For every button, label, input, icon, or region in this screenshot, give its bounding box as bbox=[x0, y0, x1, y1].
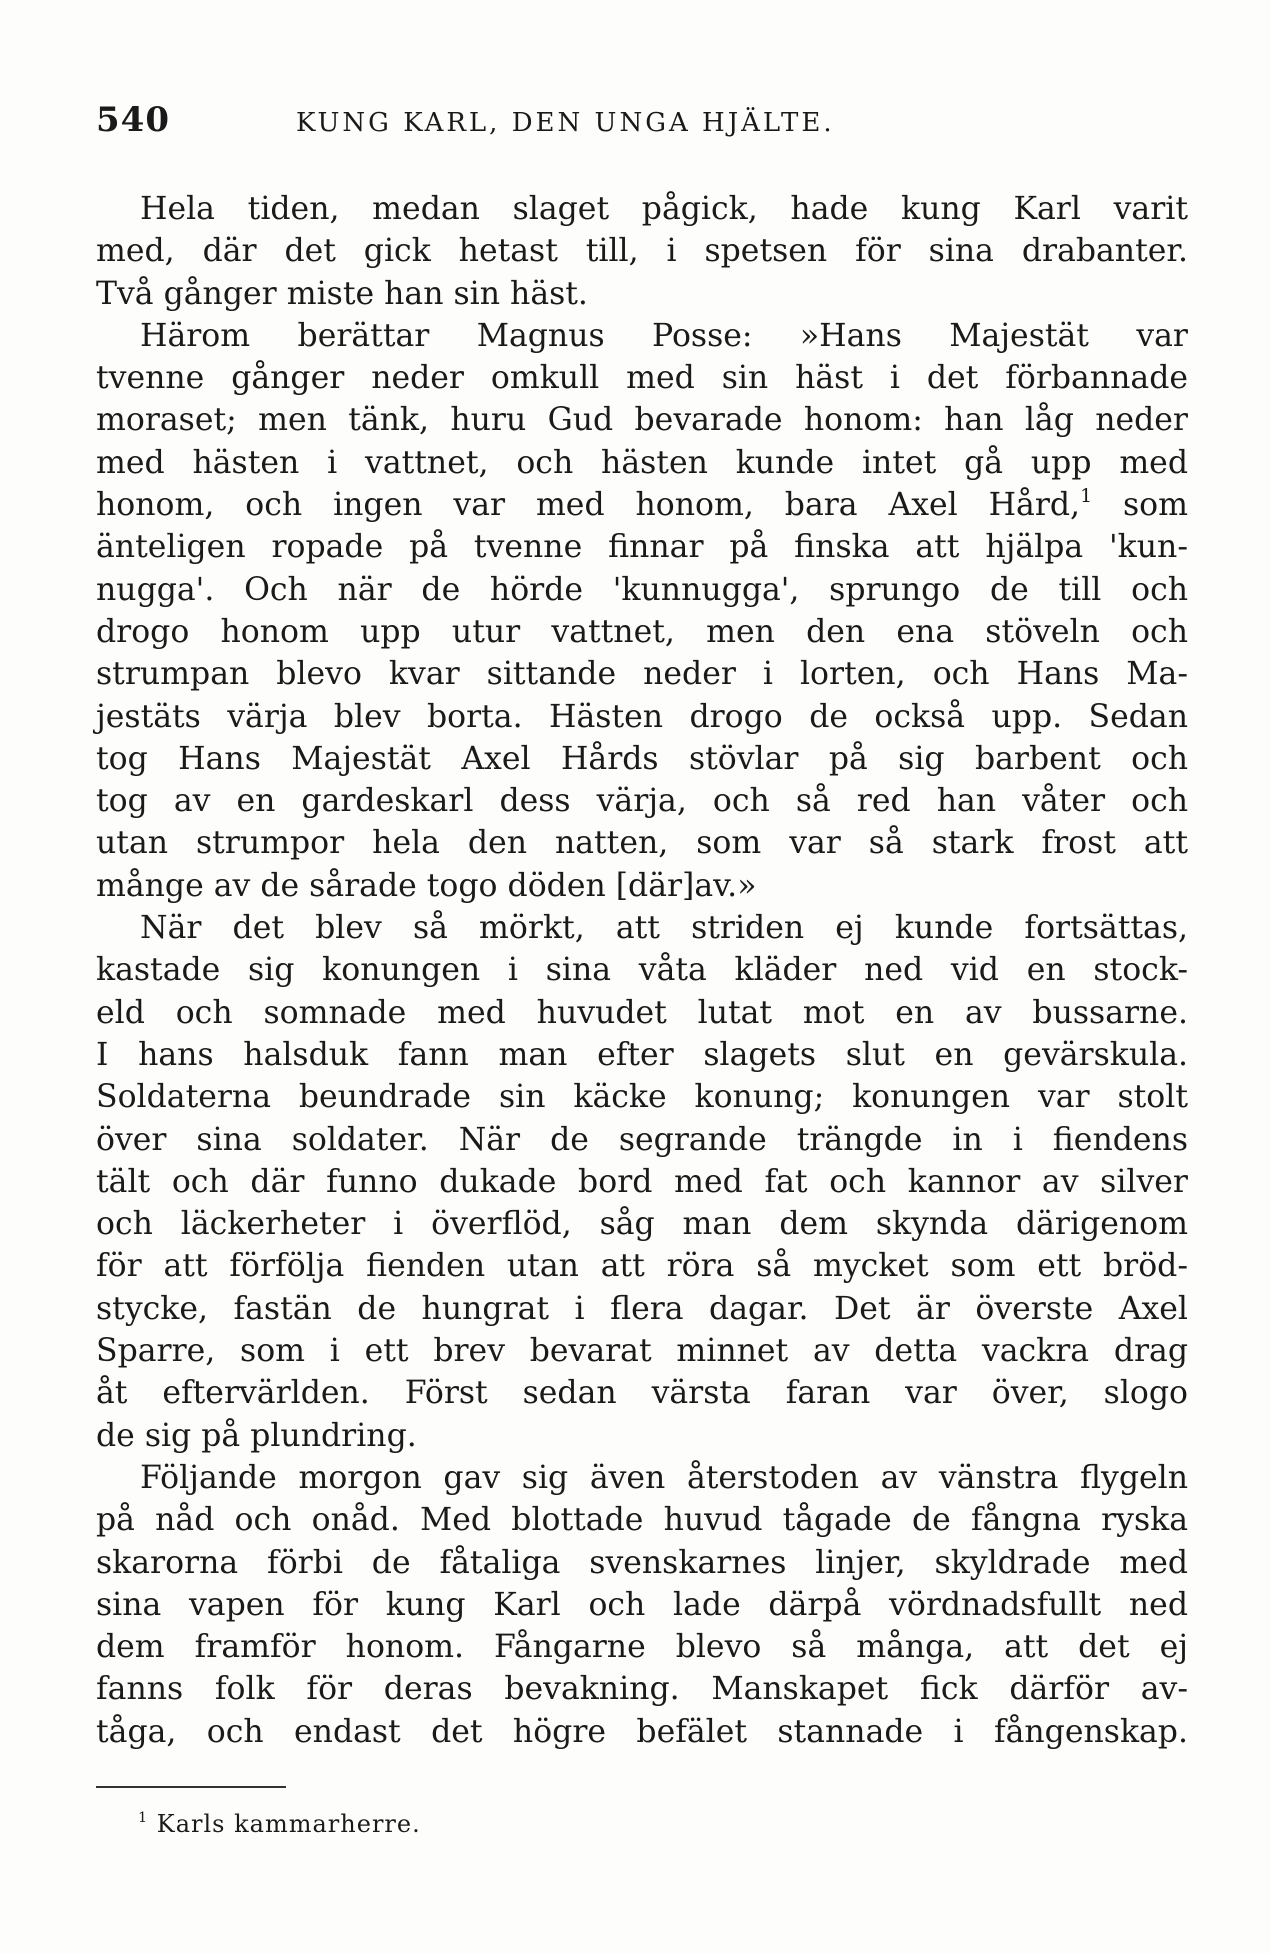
text-line: kastade sig konungen i sina våta kläder ned vid en stock- bbox=[96, 952, 1188, 989]
text-line: Två gånger miste han sin häst. bbox=[96, 275, 588, 312]
text-line: på nåd och onåd. Med blottade huvud tågade de fångna ryska bbox=[96, 1502, 1188, 1539]
text-line: sina vapen för kung Karl och lade därpå vördnadsfullt ned bbox=[96, 1586, 1188, 1623]
footnote-marker: 1 bbox=[1080, 484, 1093, 507]
text-line: Följande morgon gav sig även återstoden av vänstra flygeln bbox=[140, 1459, 1188, 1496]
text-line: stycke, fastän de hungrat i flera dagar. Det är överste Axel bbox=[96, 1290, 1188, 1327]
text-line: med hästen i vattnet, och hästen kunde intet gå upp med bbox=[96, 444, 1188, 481]
text-line: Soldaterna beundrade sin käcke konung; konungen var stolt bbox=[96, 1079, 1188, 1116]
text-line: jestäts värja blev borta. Hästen drogo de också upp. Sedan bbox=[96, 698, 1188, 735]
text-line: tog Hans Majestät Axel Hårds stövlar på sig barbent och bbox=[96, 740, 1188, 777]
text-line: I hans halsduk fann man efter slagets slut en gevärskula. bbox=[96, 1036, 1188, 1073]
text-line: med, där det gick hetast till, i spetsen för sina drabanter. bbox=[96, 233, 1188, 270]
text-line: över sina soldater. När de segrande trängde in i fiendens bbox=[96, 1121, 1188, 1158]
footnote-marker: 1 bbox=[138, 1809, 149, 1826]
text-line: eld och somnade med huvudet lutat mot en av bussarne. bbox=[96, 994, 1188, 1031]
footnote-rule bbox=[96, 1786, 286, 1788]
text-line: änteligen ropade på tvenne finnar på finska att hjälpa 'kun- bbox=[96, 529, 1188, 566]
text-line-with-footnote bbox=[96, 484, 1188, 526]
text-segment: som bbox=[1092, 487, 1189, 524]
footnote-text: Karls kammarherre. bbox=[156, 1810, 421, 1838]
text-line: tält och där funno dukade bord med fat och kannor av silver bbox=[96, 1163, 1188, 1200]
paragraph bbox=[96, 188, 1188, 315]
text-segment: honom, och ingen var med honom, bara Axel Hård, bbox=[96, 487, 1081, 524]
running-head bbox=[96, 100, 1186, 150]
text-line: och läckerheter i överflöd, såg man dem skynda därigenom bbox=[96, 1206, 1188, 1243]
text-line: moraset; men tänk, huru Gud bevarade honom: han låg neder bbox=[96, 402, 1188, 439]
text-line: strumpan blevo kvar sittande neder i lorten, och Hans Ma- bbox=[96, 656, 1188, 693]
page-number: 540 bbox=[96, 100, 170, 140]
text-line: Härom berättar Magnus Posse: »Hans Majestät var bbox=[140, 317, 1188, 354]
text-line: åt eftervärlden. Först sedan värsta faran var över, slogo bbox=[96, 1375, 1188, 1412]
text-line: Hela tiden, medan slaget pågick, hade kung Karl varit bbox=[140, 191, 1188, 227]
text-line: för att förfölja fienden utan att röra så mycket som ett bröd- bbox=[96, 1248, 1188, 1285]
text-line: tog av en gardeskarl dess värja, och så red han våter och bbox=[96, 783, 1188, 820]
footnote bbox=[138, 1810, 421, 1838]
text-line: När det blev så mörkt, att striden ej kunde fortsättas, bbox=[140, 910, 1188, 947]
text-line: skarorna förbi de fåtaliga svenskarnes linjer, skyldrade med bbox=[96, 1544, 1188, 1581]
paragraph bbox=[96, 315, 1188, 907]
text-line: månge av de sårade togo döden [där]av.» bbox=[96, 867, 757, 904]
paragraph bbox=[96, 907, 1188, 1457]
text-line: drogo honom upp utur vattnet, men den ena stöveln och bbox=[96, 613, 1188, 650]
body-text bbox=[96, 188, 1188, 1753]
text-line: tvenne gånger neder omkull med sin häst i det förbannade bbox=[96, 360, 1188, 397]
text-line: Sparre, som i ett brev bevarat minnet av detta vackra drag bbox=[96, 1333, 1188, 1370]
text-line: tåga, och endast det högre befälet stannade i fångenskap. bbox=[96, 1713, 1188, 1750]
text-line: fanns folk för deras bevakning. Manskapet fick därför av- bbox=[96, 1671, 1188, 1708]
text-line: nugga'. Och när de hörde 'kunnugga', sprungo de till och bbox=[96, 571, 1188, 608]
text-line: utan strumpor hela den natten, som var så stark frost att bbox=[96, 825, 1188, 862]
text-line: de sig på plundring. bbox=[96, 1417, 417, 1454]
paragraph bbox=[96, 1457, 1188, 1753]
running-title: KUNG KARL, DEN UNGA HJÄLTE. bbox=[296, 108, 835, 138]
text-line: dem framför honom. Fångarne blevo så många, att det ej bbox=[96, 1629, 1188, 1666]
